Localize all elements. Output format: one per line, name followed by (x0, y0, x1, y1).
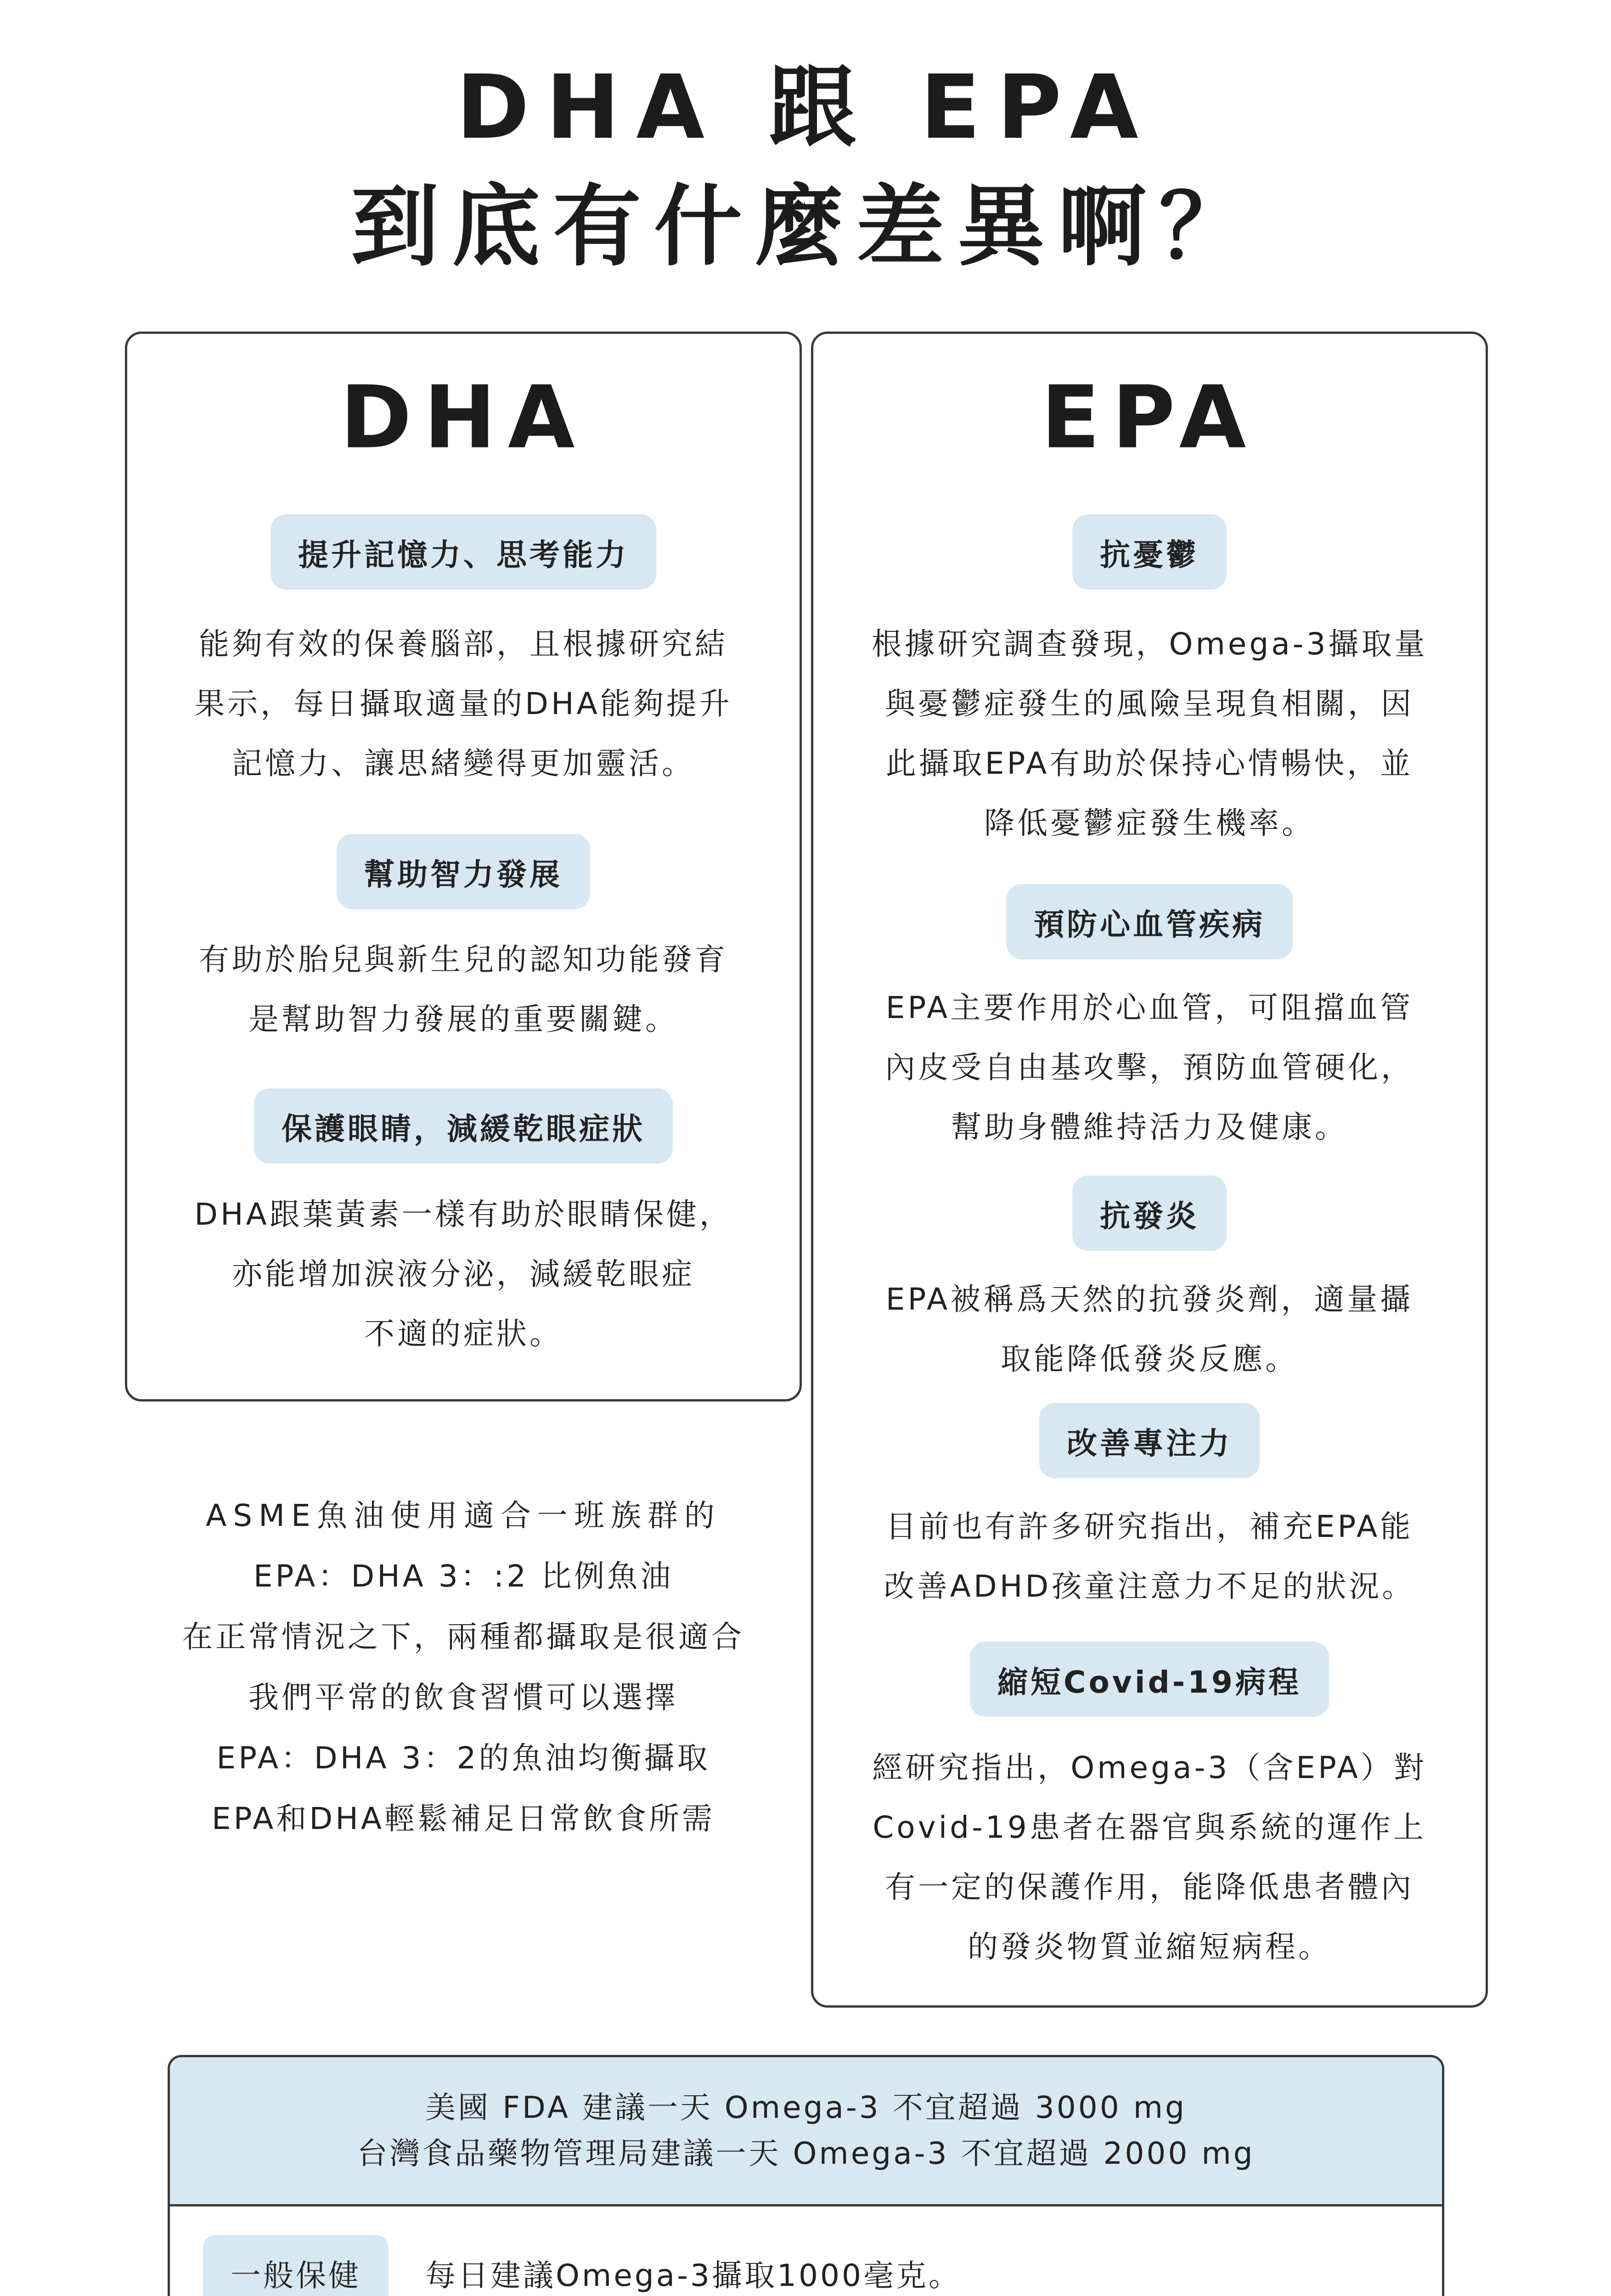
text-line: ASME魚油使用適合一班族群的 (206, 1498, 721, 1533)
recommendations-box (168, 2055, 1444, 2296)
text-line: 幫助身體維持活力及健康。 (951, 1109, 1348, 1145)
epa-section-cardio (811, 884, 1488, 959)
taiwan-fda-recommendation: 台灣食品藥物管理局建議一天 Omega-3 不宜超過 2000 mg (357, 2136, 1255, 2171)
rec-tag: 一般保健 (203, 2235, 389, 2296)
text-line: EPA和DHA輕鬆補足日常飲食所需 (211, 1801, 715, 1836)
text-line: EPA：DHA 3：2的魚油均衡攝取 (216, 1740, 710, 1776)
dha-section-intelligence (125, 834, 802, 909)
epa-label-inflammation: 抗發炎 (1072, 1176, 1227, 1251)
epa-section-inflammation (811, 1176, 1488, 1251)
epa-label-focus: 改善專注力 (1039, 1403, 1260, 1478)
epa-text-inflammation (811, 1270, 1488, 1389)
text-line: 取能降低發炎反應。 (1001, 1341, 1298, 1377)
text-line: 目前也有許多研究指出，補充EPA能 (885, 1509, 1414, 1544)
text-line: Covid-19患者在器官與系統的運作上 (873, 1810, 1426, 1845)
epa-text-focus (811, 1497, 1488, 1616)
text-line: 亦能增加淚液分泌，減緩乾眼症 (232, 1256, 695, 1292)
dha-heading: DHA (340, 367, 587, 468)
page-title-line2: 到底有什麼差異啊？ (351, 176, 1260, 278)
text-line: 內皮受自由基攻擊，預防血管硬化， (885, 1050, 1414, 1085)
epa-label-depression: 抗憂鬱 (1072, 514, 1227, 590)
text-line: 有助於胎兒與新生兒的認知功能發育 (199, 942, 728, 977)
epa-text-covid (811, 1738, 1488, 1977)
text-line: DHA跟葉黃素一樣有助於眼睛保健， (194, 1197, 732, 1232)
epa-text-depression (811, 614, 1488, 853)
dha-label-intelligence: 幫助智力發展 (337, 834, 590, 909)
recommendations-header (170, 2057, 1442, 2206)
text-line: 的發炎物質並縮短病程。 (968, 1929, 1331, 1964)
epa-section-depression (811, 514, 1488, 590)
text-line: 此攝取EPA有助於保持心情暢快，並 (885, 746, 1414, 781)
dha-text-intelligence (125, 930, 802, 1049)
dha-section-memory (125, 514, 802, 590)
text-line: 能夠有效的保養腦部，且根據研究結 (199, 626, 728, 662)
epa-section-covid (811, 1642, 1488, 1717)
text-line: 在正常情況之下，兩種都攝取是很適合 (182, 1619, 744, 1654)
dha-text-eyes (125, 1185, 802, 1364)
text-line: 果示，每日攝取適量的DHA能夠提升 (194, 686, 732, 721)
epa-heading: EPA (1041, 367, 1258, 468)
dha-section-eyes (125, 1088, 802, 1164)
text-line: 改善ADHD孩童注意力不足的狀況。 (884, 1569, 1415, 1604)
epa-section-focus (811, 1403, 1488, 1478)
rec-text: 每日建議Omega-3攝取1000毫克。 (425, 2257, 961, 2293)
dha-label-memory: 提升記憶力、思考能力 (270, 514, 656, 590)
epa-text-cardio (811, 978, 1488, 1157)
text-line: 我們平常的飲食習慣可以選擇 (248, 1680, 678, 1715)
text-line: EPA：DHA 3：:2 比例魚油 (253, 1559, 674, 1594)
text-line: EPA主要作用於心血管，可阻擋血管 (885, 990, 1414, 1025)
list-item (203, 2235, 961, 2296)
text-line: 有一定的保護作用，能降低患者體內 (885, 1869, 1414, 1905)
text-line: 根據研究調查發現，Omega-3攝取量 (871, 626, 1428, 662)
fda-recommendation: 美國 FDA 建議一天 Omega-3 不宜超過 3000 mg (425, 2090, 1187, 2125)
asme-note (125, 1486, 802, 1849)
epa-label-cardio: 預防心血管疾病 (1006, 884, 1293, 959)
epa-label-covid: 縮短Covid-19病程 (970, 1642, 1329, 1717)
text-line: 不適的症狀。 (364, 1316, 563, 1351)
page-title-line1: DHA 跟 EPA (456, 56, 1155, 159)
text-line: 記憶力、讓思緒變得更加靈活。 (232, 746, 695, 781)
dha-label-eyes: 保護眼睛，減緩乾眼症狀 (254, 1088, 673, 1164)
text-line: 與憂鬱症發生的風險呈現負相關，因 (885, 686, 1414, 721)
text-line: EPA被稱爲天然的抗發炎劑，適量攝 (885, 1282, 1414, 1317)
text-line: 降低憂鬱症發生機率。 (984, 805, 1315, 841)
dha-text-memory (125, 614, 802, 793)
text-line: 是幫助智力發展的重要關鍵。 (248, 1002, 678, 1037)
text-line: 經研究指出，Omega-3（含EPA）對 (872, 1750, 1427, 1785)
